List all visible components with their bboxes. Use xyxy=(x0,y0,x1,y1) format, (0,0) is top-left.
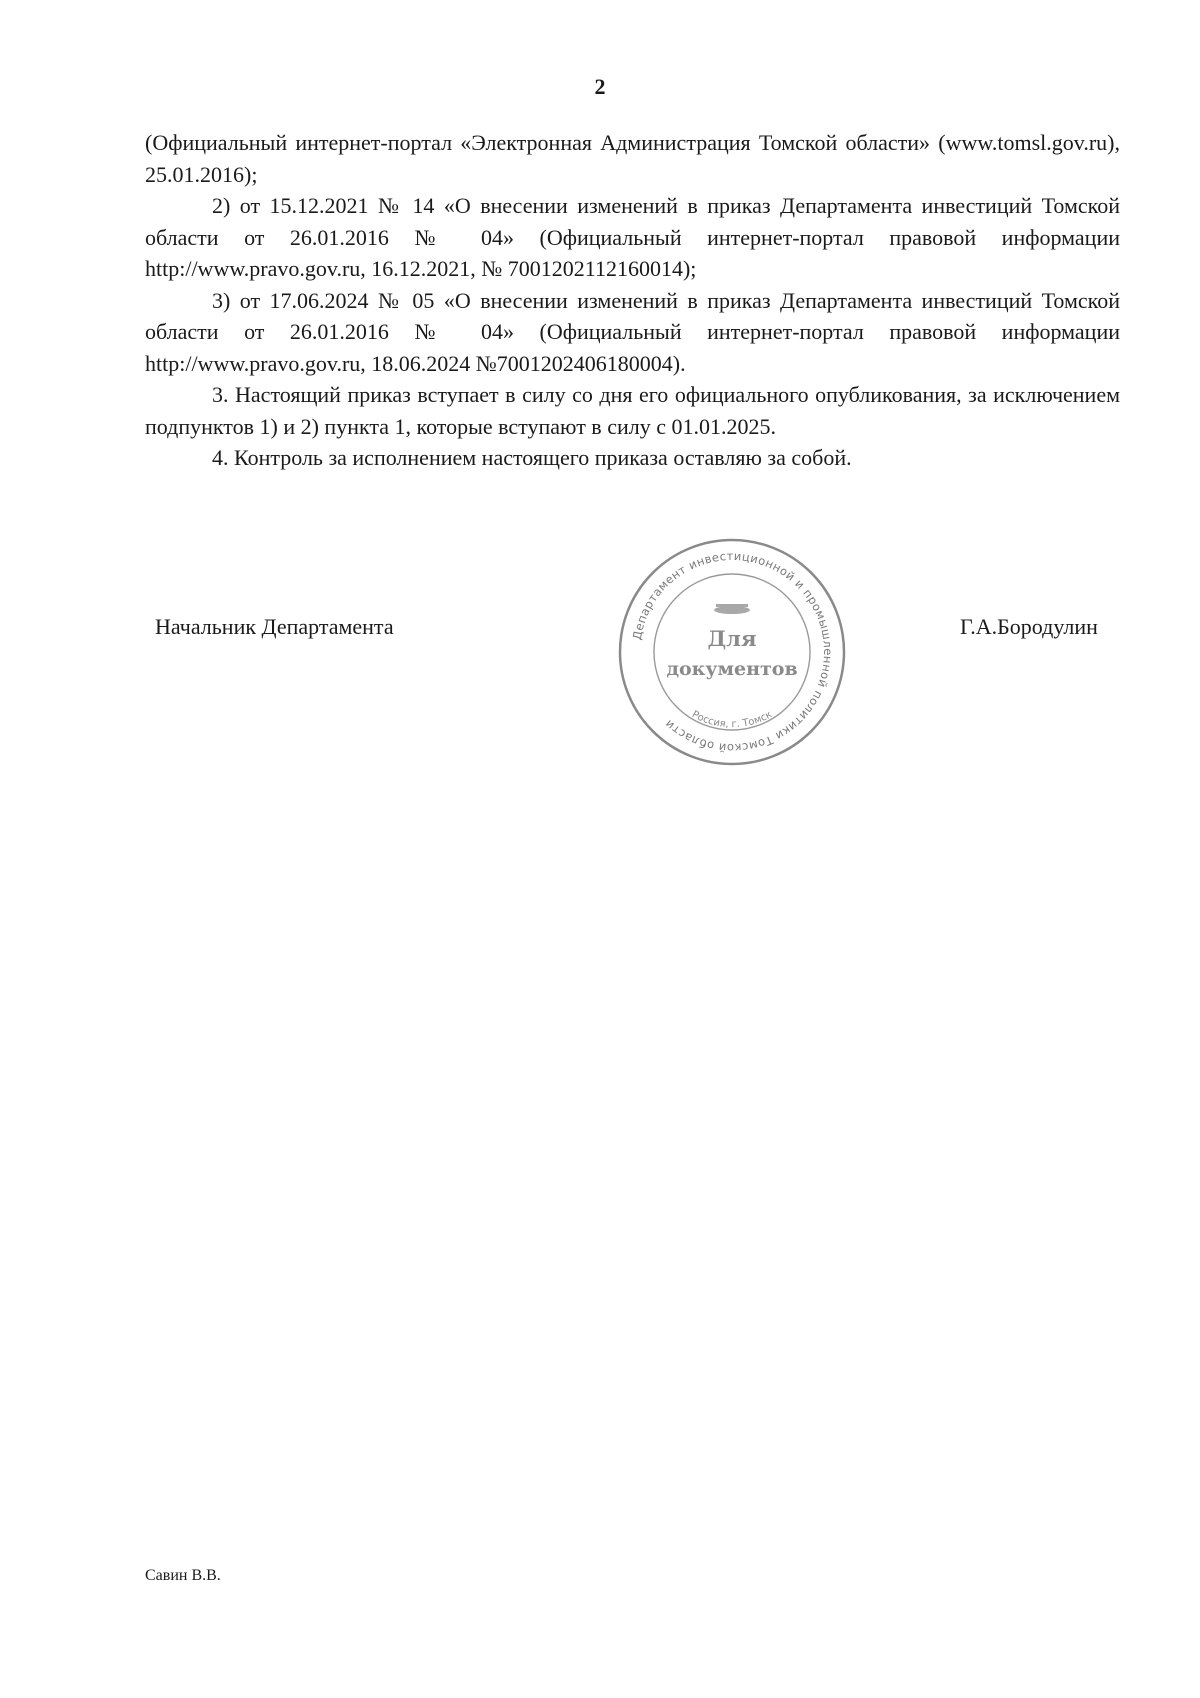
executor-name: Савин В.В. xyxy=(145,1567,221,1584)
signature-name: Г.А.Бородулин xyxy=(960,614,1098,639)
stamp-emblem xyxy=(714,604,750,614)
official-stamp xyxy=(612,532,852,772)
page-number: 2 xyxy=(594,74,606,99)
paragraph-control: 4. Контроль за исполнением настоящего приказа оставляю за собой. xyxy=(212,445,852,470)
stamp-center-line-1: Для xyxy=(707,626,757,651)
stamp-ring-text: Департамент инвестиционной и промышленной политики Томской области xyxy=(629,548,836,756)
stamp-inner-circle xyxy=(654,574,810,730)
paragraph-item-2: 2) от 15.12.2021 № 14 «О внесении изменений в приказ Департамента инвестиций Томской области от 26.01.2016 № 04» (Официальный интернет-портал правовой информации http://www.pravo.gov.ru, 16.12.2021, № 7001202112160014); xyxy=(145,193,1120,281)
stamp-center-line-2: документов xyxy=(666,658,798,680)
signature-title: Начальник Департамента xyxy=(155,614,394,639)
paragraph-item-3: 3) от 17.06.2024 № 05 «О внесении изменений в приказ Департамента инвестиций Томской области от 26.01.2016 № 04» (Официальный интернет-портал правовой информации http://www.pravo.gov.ru, 18.06.2024 №7001202406180004). xyxy=(145,287,1120,376)
paragraph-effective-date: 3. Настоящий приказ вступает в силу со дня его официального опубликования, за исключением подпунктов 1) и 2) пункта 1, которые вступают в силу с 01.01.2025. xyxy=(145,382,1120,439)
stamp-bottom-text: Россия, г. Томск xyxy=(689,709,775,731)
document-body xyxy=(145,127,1120,474)
paragraph-publication-source: (Официальный интернет-портал «Электронная Администрация Томской области» (www.tomsl.gov.ru), 25.01.2016); xyxy=(145,130,1120,187)
